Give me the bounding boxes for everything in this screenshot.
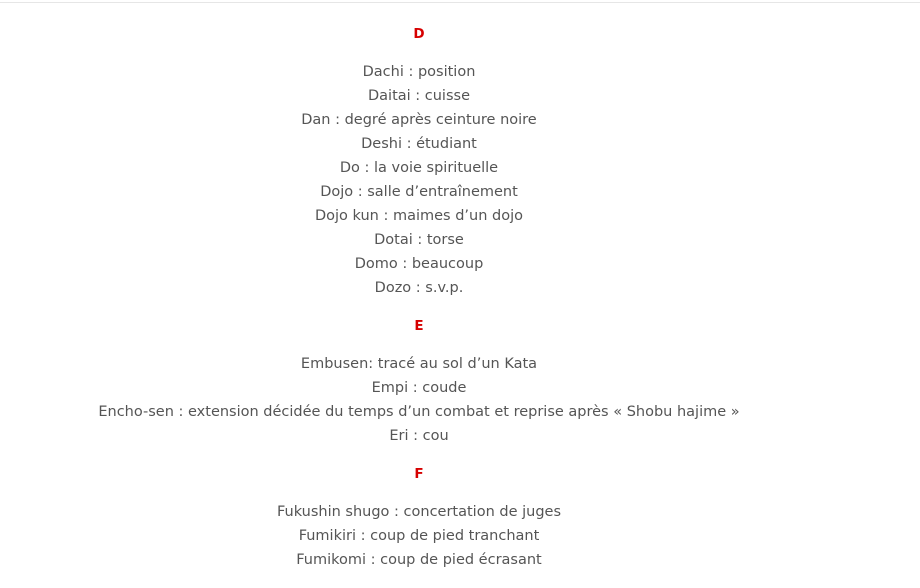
glossary-entry: Eri : cou	[389, 428, 449, 444]
glossary-entry: Domo : beaucoup	[354, 256, 484, 272]
glossary-entry: Dojo : salle d’entraînement	[320, 184, 518, 200]
glossary-entry: Dachi : position	[362, 64, 476, 80]
top-divider	[0, 2, 920, 3]
glossary-entry: Dotai : torse	[374, 232, 464, 248]
glossary-entry: Deshi : étudiant	[361, 136, 477, 152]
glossary-entry: Encho-sen : extension décidée du temps d’un combat et reprise après « Shobu hajime »	[98, 404, 740, 420]
glossary-entry: Dozo : s.v.p.	[374, 280, 464, 296]
glossary-entry: Dojo kun : maimes d’un dojo	[314, 208, 523, 224]
glossary-entry: Dan : degré après ceinture noire	[301, 112, 537, 128]
glossary-entry: Fumikiri : coup de pied tranchant	[298, 528, 540, 544]
glossary-entry: Empi : coude	[371, 380, 467, 396]
glossary-entry: Daitai : cuisse	[367, 88, 470, 104]
section-heading-e: E	[414, 318, 424, 334]
glossary-entry: Do : la voie spirituelle	[339, 160, 499, 176]
section-heading-d: D	[413, 26, 425, 42]
glossary-entry: Fukushin shugo : concertation de juges	[276, 504, 562, 520]
glossary-entry: Embusen: tracé au sol d’un Kata	[300, 356, 538, 372]
glossary-entry: Fumikomi : coup de pied écrasant	[296, 552, 542, 568]
section-heading-f: F	[414, 466, 424, 482]
